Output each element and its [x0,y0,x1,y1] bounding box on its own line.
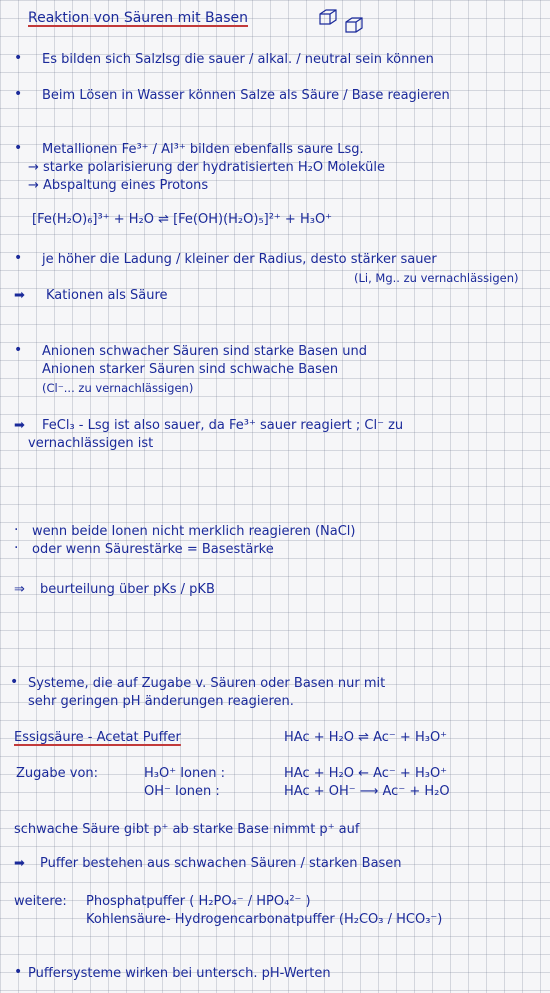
text-line: → starke polarisierung der hydratisierten H₂O Moleküle [28,160,385,175]
text-line: Metallionen Fe³⁺ / Al³⁺ bilden ebenfalls saure Lsg. [42,142,364,157]
equation-line: HAc + H₂O ← Ac⁻ + H₃O⁺ [284,766,448,781]
text-line: Kationen als Säure [46,288,168,303]
text-line: Beim Lösen in Wasser können Salze als Säure / Base reagieren [42,88,450,103]
cube-icon [318,8,338,26]
bullet-dot: • [14,342,23,358]
text-line: OH⁻ Ionen : [144,784,220,799]
text-line: beurteilung über pKs / pKB [40,582,215,597]
heading: Reaktion von Säuren mit Basen [28,10,248,26]
text-line: Puffer bestehen aus schwachen Säuren / starken Basen [40,856,402,871]
cube-icon [344,16,364,34]
equation-line: HAc + OH⁻ ⟶ Ac⁻ + H₂O [284,784,450,799]
text-line: Zugabe von: [16,766,99,781]
bullet-dot: · [14,522,19,538]
text-line: je höher die Ladung / kleiner der Radius, desto stärker sauer [42,252,437,267]
implication-arrow-icon: ➡ [14,856,25,871]
text-line: H₃O⁺ Ionen : [144,766,225,781]
text-line: Anionen schwacher Säuren sind starke Basen und [42,344,367,359]
text-line: (Li, Mg.. zu vernachlässigen) [354,271,519,285]
implication-arrow-icon: ⇒ [14,582,25,597]
equation-line: HAc + H₂O ⇌ Ac⁻ + H₃O⁺ [284,730,448,745]
implication-arrow-icon: ➡ [14,288,25,303]
text-line: oder wenn Säurestärke = Basestärke [32,542,274,557]
text-line: Puffersysteme wirken bei untersch. pH-Werten [28,966,331,981]
text-line: Systeme, die auf Zugabe v. Säuren oder Basen nur mit [28,676,386,691]
text-line: wenn beide Ionen nicht merklich reagieren (NaCl) [32,524,356,539]
bullet-dot: • [14,86,23,102]
bullet-dot: • [14,140,23,156]
bullet-dot: • [14,250,23,266]
text-line: Kohlensäure- Hydrogencarbonatpuffer (H₂CO₃ / HCO₃⁻) [86,912,443,927]
text-line: FeCl₃ - Lsg ist also sauer, da Fe³⁺ sauer reagiert ; Cl⁻ zu [42,418,404,433]
text-line: sehr geringen pH änderungen reagieren. [28,694,294,709]
bullet-dot: • [14,50,23,66]
text-line: (Cl⁻... zu vernachlässigen) [42,381,194,395]
text-line: Phosphatpuffer ( H₂PO₄⁻ / HPO₄²⁻ ) [86,894,311,909]
text-line: Es bilden sich Salzlsg die sauer / alkal. / neutral sein können [42,52,434,67]
text-line: Essigsäure - Acetat Puffer [14,730,181,745]
bullet-dot: • [14,964,23,980]
text-line: vernachlässigen ist [28,436,154,451]
implication-arrow-icon: ➡ [14,418,25,433]
bullet-dot: • [10,674,19,690]
text-line: → Abspaltung eines Protons [28,178,209,193]
text-line: weitere: [14,894,67,909]
equation-line: [Fe(H₂O)₆]³⁺ + H₂O ⇌ [Fe(OH)(H₂O)₅]²⁺ + H₃O⁺ [32,212,333,227]
text-line: Anionen starker Säuren sind schwache Basen [42,362,339,377]
text-line: schwache Säure gibt p⁺ ab starke Base nimmt p⁺ auf [14,822,360,837]
bullet-dot: · [14,540,19,556]
